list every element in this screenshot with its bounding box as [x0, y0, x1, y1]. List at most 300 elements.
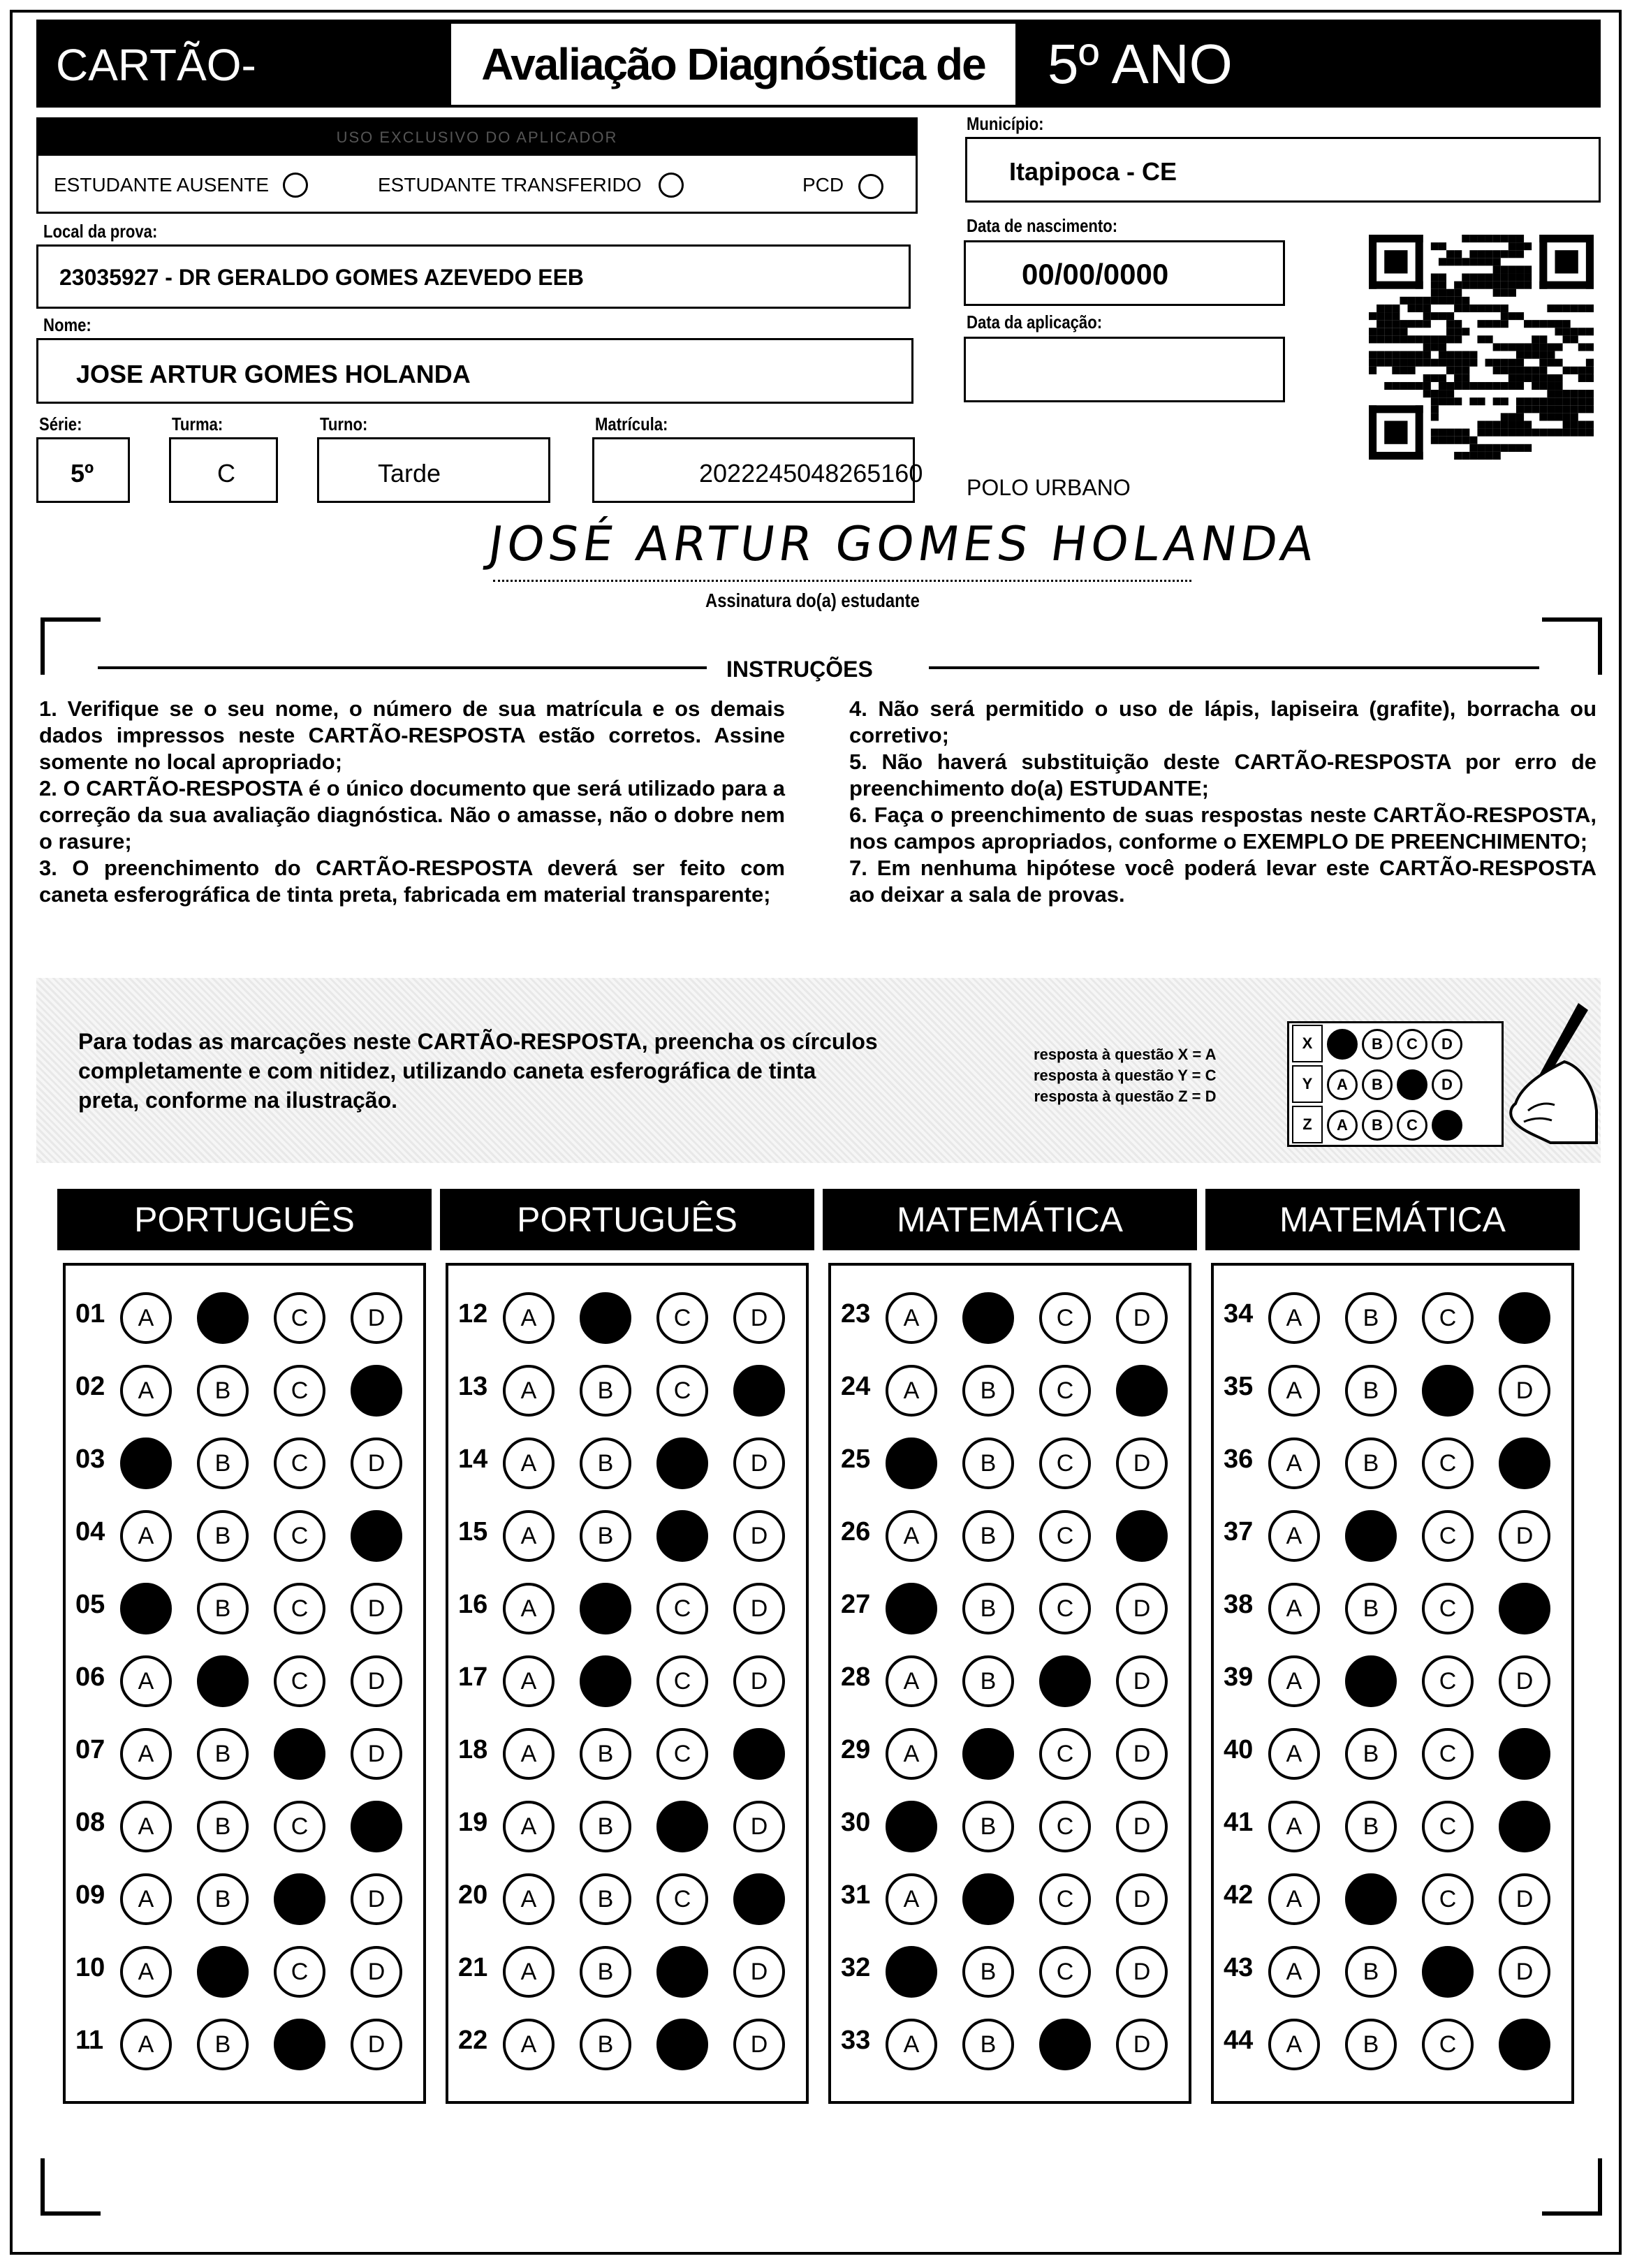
answer-bubble-36-b[interactable]: B	[1345, 1437, 1397, 1489]
answer-bubble-01-a[interactable]: A	[120, 1292, 172, 1344]
answer-bubble-24-c[interactable]: C	[1039, 1365, 1091, 1417]
answer-bubble-12-d[interactable]: D	[733, 1292, 785, 1344]
answer-bubble-42-a[interactable]: A	[1268, 1873, 1320, 1925]
answer-bubble-42-c[interactable]: C	[1422, 1873, 1474, 1925]
matricula-field[interactable]	[592, 437, 923, 503]
question-row-07	[75, 1720, 439, 1783]
answer-bubble-14-c[interactable]	[656, 1437, 708, 1489]
question-row-20	[458, 1865, 821, 1928]
answer-bubble-26-d[interactable]	[1116, 1510, 1168, 1562]
answer-bubble-17-c[interactable]: C	[656, 1655, 708, 1707]
question-number: 01	[75, 1299, 105, 1329]
answer-bubble-39-b[interactable]	[1345, 1655, 1397, 1707]
answer-bubble-43-d[interactable]: D	[1499, 1946, 1550, 1998]
answer-bubble-07-a[interactable]: A	[120, 1728, 172, 1780]
answer-bubble-37-b[interactable]	[1345, 1510, 1397, 1562]
question-number: 09	[75, 1880, 105, 1910]
aplicacao-field[interactable]	[964, 337, 1285, 402]
answer-bubble-32-c[interactable]: C	[1039, 1946, 1091, 1998]
matricula-label: Matrícula:	[595, 414, 668, 434]
question-number: 18	[458, 1735, 488, 1764]
answer-bubble-10-d[interactable]: D	[351, 1946, 402, 1998]
answer-bubble-20-a[interactable]: A	[503, 1873, 555, 1925]
serie-value: 5º	[71, 459, 94, 488]
answer-bubble-19-c[interactable]	[656, 1801, 708, 1852]
answer-bubble-13-d[interactable]	[733, 1365, 785, 1417]
nascimento-label: Data de nascimento:	[967, 215, 1118, 236]
answer-bubble-11-c[interactable]	[274, 2019, 325, 2070]
question-row-03	[75, 1429, 439, 1492]
answer-bubble-15-a[interactable]: A	[503, 1510, 555, 1562]
answer-bubble-15-c[interactable]	[656, 1510, 708, 1562]
answer-bubble-03-d[interactable]: D	[351, 1437, 402, 1489]
answer-bubble-17-a[interactable]: A	[503, 1655, 555, 1707]
nome-value: JOSE ARTUR GOMES HOLANDA	[76, 360, 471, 388]
answer-bubble-28-a[interactable]: A	[886, 1655, 937, 1707]
answer-bubble-35-a[interactable]: A	[1268, 1365, 1320, 1417]
answer-bubble-14-a[interactable]: A	[503, 1437, 555, 1489]
nascimento-field[interactable]	[964, 240, 1285, 306]
instructions-left	[39, 696, 785, 908]
answer-bubble-44-c[interactable]: C	[1422, 2019, 1474, 2070]
question-row-35	[1224, 1356, 1587, 1419]
answer-bubble-25-a[interactable]	[886, 1437, 937, 1489]
answer-bubble-19-b[interactable]: B	[580, 1801, 631, 1852]
example-bubble-d	[1432, 1110, 1462, 1141]
municipio-field[interactable]	[965, 137, 1601, 203]
municipio-label: Município:	[967, 113, 1044, 134]
answer-bubble-11-b[interactable]: B	[197, 2019, 249, 2070]
answer-bubble-26-c[interactable]: C	[1039, 1510, 1091, 1562]
answer-bubble-13-c[interactable]: C	[656, 1365, 708, 1417]
answer-bubble-35-b[interactable]: B	[1345, 1365, 1397, 1417]
question-number: 22	[458, 2026, 488, 2055]
answer-bubble-23-b[interactable]	[962, 1292, 1014, 1344]
question-number: 16	[458, 1590, 488, 1619]
answer-bubble-16-b[interactable]	[580, 1583, 631, 1634]
answer-bubble-35-c[interactable]	[1422, 1365, 1474, 1417]
answer-bubble-06-a[interactable]: A	[120, 1655, 172, 1707]
corner-mark-tl	[41, 617, 101, 675]
answer-bubble-01-c[interactable]: C	[274, 1292, 325, 1344]
answer-bubble-41-b[interactable]: B	[1345, 1801, 1397, 1852]
answer-bubble-16-c[interactable]: C	[656, 1583, 708, 1634]
question-row-14	[458, 1429, 821, 1492]
answer-bubble-39-a[interactable]: A	[1268, 1655, 1320, 1707]
question-row-41	[1224, 1792, 1587, 1855]
answer-bubble-39-c[interactable]: C	[1422, 1655, 1474, 1707]
question-number: 04	[75, 1517, 105, 1546]
pen-hand-icon	[1474, 999, 1599, 1146]
answer-bubble-35-d[interactable]: D	[1499, 1365, 1550, 1417]
question-row-15	[458, 1502, 821, 1565]
answer-bubble-14-b[interactable]: B	[580, 1437, 631, 1489]
applicator-header: USO EXCLUSIVO DO APLICADOR	[38, 119, 916, 156]
nascimento-value: 00/00/0000	[1022, 258, 1169, 291]
question-row-25	[841, 1429, 1204, 1492]
answer-bubble-43-a[interactable]: A	[1268, 1946, 1320, 1998]
question-number: 33	[841, 2026, 871, 2055]
answer-bubble-21-a[interactable]: A	[503, 1946, 555, 1998]
answer-bubble-05-a[interactable]	[120, 1583, 172, 1634]
example-bubble-d: D	[1432, 1029, 1462, 1060]
question-row-30	[841, 1792, 1204, 1855]
answer-bubble-25-c[interactable]: C	[1039, 1437, 1091, 1489]
absent-checkbox[interactable]	[283, 173, 308, 198]
question-number: 40	[1224, 1735, 1254, 1764]
answer-bubble-40-b[interactable]: B	[1345, 1728, 1397, 1780]
answer-bubble-15-b[interactable]: B	[580, 1510, 631, 1562]
example-line-x: resposta à questão X = A	[1034, 1046, 1217, 1063]
answer-bubble-12-a[interactable]: A	[503, 1292, 555, 1344]
question-number: 34	[1224, 1299, 1254, 1329]
answer-bubble-28-c[interactable]	[1039, 1655, 1091, 1707]
answer-bubble-34-a[interactable]: A	[1268, 1292, 1320, 1344]
answer-bubble-03-a[interactable]	[120, 1437, 172, 1489]
question-row-23	[841, 1284, 1204, 1347]
answer-bubble-18-d[interactable]	[733, 1728, 785, 1780]
answer-bubble-44-b[interactable]: B	[1345, 2019, 1397, 2070]
question-number: 24	[841, 1372, 871, 1401]
answer-bubble-10-b[interactable]	[197, 1946, 249, 1998]
answer-bubble-06-c[interactable]: C	[274, 1655, 325, 1707]
turno-label: Turno:	[320, 414, 368, 434]
answer-bubble-20-d[interactable]	[733, 1873, 785, 1925]
answer-bubble-09-b[interactable]: B	[197, 1873, 249, 1925]
question-number: 31	[841, 1880, 871, 1910]
answer-bubble-16-a[interactable]: A	[503, 1583, 555, 1634]
example-bubble-c	[1397, 1069, 1427, 1100]
question-number: 07	[75, 1735, 105, 1764]
turma-field[interactable]	[169, 437, 278, 503]
question-row-34	[1224, 1284, 1587, 1347]
answer-bubble-20-b[interactable]: B	[580, 1873, 631, 1925]
answer-bubble-08-b[interactable]: B	[197, 1801, 249, 1852]
absent-label: ESTUDANTE AUSENTE	[54, 174, 270, 196]
pcd-checkbox[interactable]	[858, 174, 883, 199]
answer-bubble-34-d[interactable]	[1499, 1292, 1550, 1344]
answer-bubble-09-c[interactable]	[274, 1873, 325, 1925]
answer-bubble-43-c[interactable]	[1422, 1946, 1474, 1998]
answer-bubble-14-d[interactable]: D	[733, 1437, 785, 1489]
answer-bubble-36-c[interactable]: C	[1422, 1437, 1474, 1489]
answer-bubble-18-b[interactable]: B	[580, 1728, 631, 1780]
transferred-checkbox[interactable]	[659, 173, 684, 198]
answer-bubble-33-d[interactable]: D	[1116, 2019, 1168, 2070]
grade-title: 5º ANO	[1048, 33, 1233, 95]
question-row-33	[841, 2010, 1204, 2073]
answer-bubble-41-c[interactable]: C	[1422, 1801, 1474, 1852]
instructions-rule-left	[98, 666, 707, 669]
turno-field[interactable]	[317, 437, 550, 503]
answer-bubble-38-c[interactable]: C	[1422, 1583, 1474, 1634]
assessment-title: Avaliação Diagnóstica de	[481, 39, 985, 89]
answer-bubble-04-b[interactable]: B	[197, 1510, 249, 1562]
answer-bubble-42-b[interactable]	[1345, 1873, 1397, 1925]
answer-bubble-31-d[interactable]: D	[1116, 1873, 1168, 1925]
answer-bubble-29-d[interactable]: D	[1116, 1728, 1168, 1780]
answer-bubble-23-d[interactable]: D	[1116, 1292, 1168, 1344]
answer-bubble-23-a[interactable]: A	[886, 1292, 937, 1344]
answer-bubble-01-d[interactable]: D	[351, 1292, 402, 1344]
answer-bubble-16-d[interactable]: D	[733, 1583, 785, 1634]
example-bubble-b: B	[1362, 1029, 1393, 1060]
example-line-y: resposta à questão Y = C	[1034, 1067, 1217, 1084]
question-row-08	[75, 1792, 439, 1855]
question-number: 42	[1224, 1880, 1254, 1910]
signature-line	[493, 580, 1191, 582]
answer-bubble-22-c[interactable]	[656, 2019, 708, 2070]
question-row-10	[75, 1938, 439, 2000]
corner-mark-bl	[41, 2158, 101, 2216]
question-number: 30	[841, 1808, 871, 1837]
answer-bubble-32-b[interactable]: B	[962, 1946, 1014, 1998]
answer-bubble-28-b[interactable]: B	[962, 1655, 1014, 1707]
answer-bubble-27-a[interactable]	[886, 1583, 937, 1634]
question-number: 37	[1224, 1517, 1254, 1546]
answer-bubble-19-d[interactable]: D	[733, 1801, 785, 1852]
question-number: 26	[841, 1517, 871, 1546]
nome-field[interactable]	[36, 338, 913, 404]
instruction-3: 3. O preenchimento do CARTÃO-RESPOSTA deverá ser feito com caneta esferográfica de tinta preta, fabricada em material transparente;	[39, 856, 785, 907]
answer-bubble-04-a[interactable]: A	[120, 1510, 172, 1562]
answer-bubble-33-c[interactable]	[1039, 2019, 1091, 2070]
answer-bubble-30-a[interactable]	[886, 1801, 937, 1852]
question-number: 21	[458, 1953, 488, 1982]
answer-bubble-07-b[interactable]: B	[197, 1728, 249, 1780]
answer-bubble-28-d[interactable]: D	[1116, 1655, 1168, 1707]
example-bubble-b: B	[1362, 1069, 1393, 1100]
answer-bubble-06-b[interactable]	[197, 1655, 249, 1707]
answer-bubble-36-d[interactable]	[1499, 1437, 1550, 1489]
answer-bubble-26-b[interactable]: B	[962, 1510, 1014, 1562]
pcd-label: PCD	[802, 174, 844, 196]
nome-label: Nome:	[43, 314, 91, 335]
answer-bubble-26-a[interactable]: A	[886, 1510, 937, 1562]
corner-mark-br	[1542, 2158, 1602, 2216]
answer-bubble-36-a[interactable]: A	[1268, 1437, 1320, 1489]
answer-bubble-04-c[interactable]: C	[274, 1510, 325, 1562]
answer-bubble-02-a[interactable]: A	[120, 1365, 172, 1417]
answer-bubble-30-b[interactable]: B	[962, 1801, 1014, 1852]
question-number: 02	[75, 1372, 105, 1401]
answer-bubble-40-a[interactable]: A	[1268, 1728, 1320, 1780]
question-row-42	[1224, 1865, 1587, 1928]
turma-label: Turma:	[172, 414, 223, 434]
answer-bubble-38-b[interactable]: B	[1345, 1583, 1397, 1634]
answer-bubble-29-b[interactable]	[962, 1728, 1014, 1780]
answer-bubble-41-a[interactable]: A	[1268, 1801, 1320, 1852]
example-key: X	[1292, 1025, 1323, 1062]
answer-bubble-37-d[interactable]: D	[1499, 1510, 1550, 1562]
answer-bubble-13-b[interactable]: B	[580, 1365, 631, 1417]
applicator-box	[36, 117, 918, 214]
answer-bubble-38-a[interactable]: A	[1268, 1583, 1320, 1634]
answer-bubble-29-c[interactable]: C	[1039, 1728, 1091, 1780]
question-number: 41	[1224, 1808, 1254, 1837]
answer-bubble-19-a[interactable]: A	[503, 1801, 555, 1852]
answer-bubble-18-c[interactable]: C	[656, 1728, 708, 1780]
local-field[interactable]	[36, 244, 911, 309]
student-signature: JOSÉ ARTUR GOMES HOLANDA	[485, 517, 1321, 572]
answer-bubble-31-c[interactable]: C	[1039, 1873, 1091, 1925]
serie-field[interactable]	[36, 437, 130, 503]
answer-bubble-21-b[interactable]: B	[580, 1946, 631, 1998]
question-row-11	[75, 2010, 439, 2073]
example-bubble-a	[1327, 1029, 1358, 1060]
answer-bubble-23-c[interactable]: C	[1039, 1292, 1091, 1344]
answer-bubble-27-b[interactable]: B	[962, 1583, 1014, 1634]
serie-label: Série:	[39, 414, 82, 434]
question-number: 12	[458, 1299, 488, 1329]
answer-bubble-29-a[interactable]: A	[886, 1728, 937, 1780]
answer-bubble-33-b[interactable]: B	[962, 2019, 1014, 2070]
answer-bubble-27-d[interactable]: D	[1116, 1583, 1168, 1634]
example-row-z	[1289, 1106, 1502, 1146]
example-row-y	[1289, 1065, 1502, 1106]
answer-bubble-05-d[interactable]: D	[351, 1583, 402, 1634]
answer-bubble-31-b[interactable]	[962, 1873, 1014, 1925]
question-number: 36	[1224, 1444, 1254, 1474]
answer-bubble-22-d[interactable]: D	[733, 2019, 785, 2070]
question-number: 08	[75, 1808, 105, 1837]
turma-value: C	[217, 459, 235, 488]
question-number: 06	[75, 1662, 105, 1692]
question-row-43	[1224, 1938, 1587, 2000]
answer-bubble-22-a[interactable]: A	[503, 2019, 555, 2070]
answer-bubble-02-b[interactable]: B	[197, 1365, 249, 1417]
answer-bubble-05-b[interactable]: B	[197, 1583, 249, 1634]
answer-bubble-09-a[interactable]: A	[120, 1873, 172, 1925]
answer-bubble-03-c[interactable]: C	[274, 1437, 325, 1489]
answer-bubble-25-d[interactable]: D	[1116, 1437, 1168, 1489]
question-number: 10	[75, 1953, 105, 1982]
answer-bubble-02-c[interactable]: C	[274, 1365, 325, 1417]
answer-bubble-10-c[interactable]: C	[274, 1946, 325, 1998]
question-row-18	[458, 1720, 821, 1783]
municipio-value: Itapipoca - CE	[1009, 157, 1177, 186]
answer-bubble-42-d[interactable]: D	[1499, 1873, 1550, 1925]
answer-bubble-07-d[interactable]: D	[351, 1728, 402, 1780]
card-title: CARTÃO-	[56, 40, 256, 90]
answer-bubble-25-b[interactable]: B	[962, 1437, 1014, 1489]
answer-bubble-34-b[interactable]: B	[1345, 1292, 1397, 1344]
answer-bubble-38-d[interactable]	[1499, 1583, 1550, 1634]
example-text: Para todas as marcações neste CARTÃO-RESPOSTA, preencha os círculos completamente e com nitidez, utilizando caneta esferográfica de tinta preta, conforme na ilustração.	[78, 1029, 878, 1113]
question-row-32	[841, 1938, 1204, 2000]
answer-bubble-41-d[interactable]	[1499, 1801, 1550, 1852]
transferred-label: ESTUDANTE TRANSFERIDO	[378, 174, 642, 196]
answer-bubble-43-b[interactable]: B	[1345, 1946, 1397, 1998]
answer-bubble-24-a[interactable]: A	[886, 1365, 937, 1417]
answer-bubble-40-d[interactable]	[1499, 1728, 1550, 1780]
answer-bubble-09-d[interactable]: D	[351, 1873, 402, 1925]
answer-bubble-12-b[interactable]	[580, 1292, 631, 1344]
turno-value: Tarde	[378, 459, 441, 488]
answer-bubble-21-d[interactable]: D	[733, 1946, 785, 1998]
answer-bubble-27-c[interactable]: C	[1039, 1583, 1091, 1634]
question-row-24	[841, 1356, 1204, 1419]
answer-bubble-30-c[interactable]: C	[1039, 1801, 1091, 1852]
answer-bubble-02-d[interactable]	[351, 1365, 402, 1417]
answer-bubble-32-d[interactable]: D	[1116, 1946, 1168, 1998]
answer-bubble-12-c[interactable]: C	[656, 1292, 708, 1344]
question-number: 13	[458, 1372, 488, 1401]
answer-bubble-11-a[interactable]: A	[120, 2019, 172, 2070]
answer-bubble-07-c[interactable]	[274, 1728, 325, 1780]
question-row-21	[458, 1938, 821, 2000]
answer-bubble-17-d[interactable]: D	[733, 1655, 785, 1707]
question-row-39	[1224, 1647, 1587, 1710]
question-row-19	[458, 1792, 821, 1855]
answer-bubble-32-a[interactable]	[886, 1946, 937, 1998]
answer-bubble-34-c[interactable]: C	[1422, 1292, 1474, 1344]
answer-bubble-08-d[interactable]	[351, 1801, 402, 1852]
answer-bubble-30-d[interactable]: D	[1116, 1801, 1168, 1852]
answer-bubble-24-b[interactable]: B	[962, 1365, 1014, 1417]
example-key: Y	[1292, 1065, 1323, 1103]
answer-bubble-04-d[interactable]	[351, 1510, 402, 1562]
answer-bubble-01-b[interactable]	[197, 1292, 249, 1344]
section-title-2: PORTUGUÊS	[440, 1189, 814, 1250]
example-row-x	[1289, 1025, 1502, 1065]
example-bubble-c: C	[1397, 1110, 1427, 1141]
answer-bubble-40-c[interactable]: C	[1422, 1728, 1474, 1780]
question-number: 27	[841, 1590, 871, 1619]
answer-bubble-06-d[interactable]: D	[351, 1655, 402, 1707]
answer-bubble-21-c[interactable]	[656, 1946, 708, 1998]
corner-mark-tr	[1542, 617, 1602, 675]
answer-bubble-18-a[interactable]: A	[503, 1728, 555, 1780]
question-number: 44	[1224, 2026, 1254, 2055]
answer-bubble-11-d[interactable]: D	[351, 2019, 402, 2070]
answer-bubble-22-b[interactable]: B	[580, 2019, 631, 2070]
section-title-3: MATEMÁTICA	[823, 1189, 1197, 1250]
question-row-13	[458, 1356, 821, 1419]
question-row-16	[458, 1574, 821, 1637]
answer-bubble-08-a[interactable]: A	[120, 1801, 172, 1852]
answer-bubble-24-d[interactable]	[1116, 1365, 1168, 1417]
answer-bubble-08-c[interactable]: C	[274, 1801, 325, 1852]
answer-bubble-10-a[interactable]: A	[120, 1946, 172, 1998]
question-number: 17	[458, 1662, 488, 1692]
answer-bubble-13-a[interactable]: A	[503, 1365, 555, 1417]
answer-bubble-39-d[interactable]: D	[1499, 1655, 1550, 1707]
question-row-38	[1224, 1574, 1587, 1637]
question-number: 20	[458, 1880, 488, 1910]
answer-bubble-03-b[interactable]: B	[197, 1437, 249, 1489]
qr-code	[1369, 235, 1594, 460]
question-row-40	[1224, 1720, 1587, 1783]
answer-bubble-33-a[interactable]: A	[886, 2019, 937, 2070]
example-bubble-d: D	[1432, 1069, 1462, 1100]
question-number: 29	[841, 1735, 871, 1764]
answer-bubble-37-c[interactable]: C	[1422, 1510, 1474, 1562]
instruction-7: 7. Em nenhuma hipótese você poderá levar este CARTÃO-RESPOSTA ao deixar a sala de provas.	[849, 856, 1596, 907]
answer-bubble-20-c[interactable]: C	[656, 1873, 708, 1925]
section-title-1: PORTUGUÊS	[57, 1189, 432, 1250]
question-row-37	[1224, 1502, 1587, 1565]
answer-bubble-05-c[interactable]: C	[274, 1583, 325, 1634]
question-number: 15	[458, 1517, 488, 1546]
answer-bubble-44-d[interactable]	[1499, 2019, 1550, 2070]
question-row-04	[75, 1502, 439, 1565]
answer-bubble-15-d[interactable]: D	[733, 1510, 785, 1562]
answer-bubble-44-a[interactable]: A	[1268, 2019, 1320, 2070]
answer-bubble-37-a[interactable]: A	[1268, 1510, 1320, 1562]
answer-bubble-31-a[interactable]: A	[886, 1873, 937, 1925]
answer-bubble-17-b[interactable]	[580, 1655, 631, 1707]
